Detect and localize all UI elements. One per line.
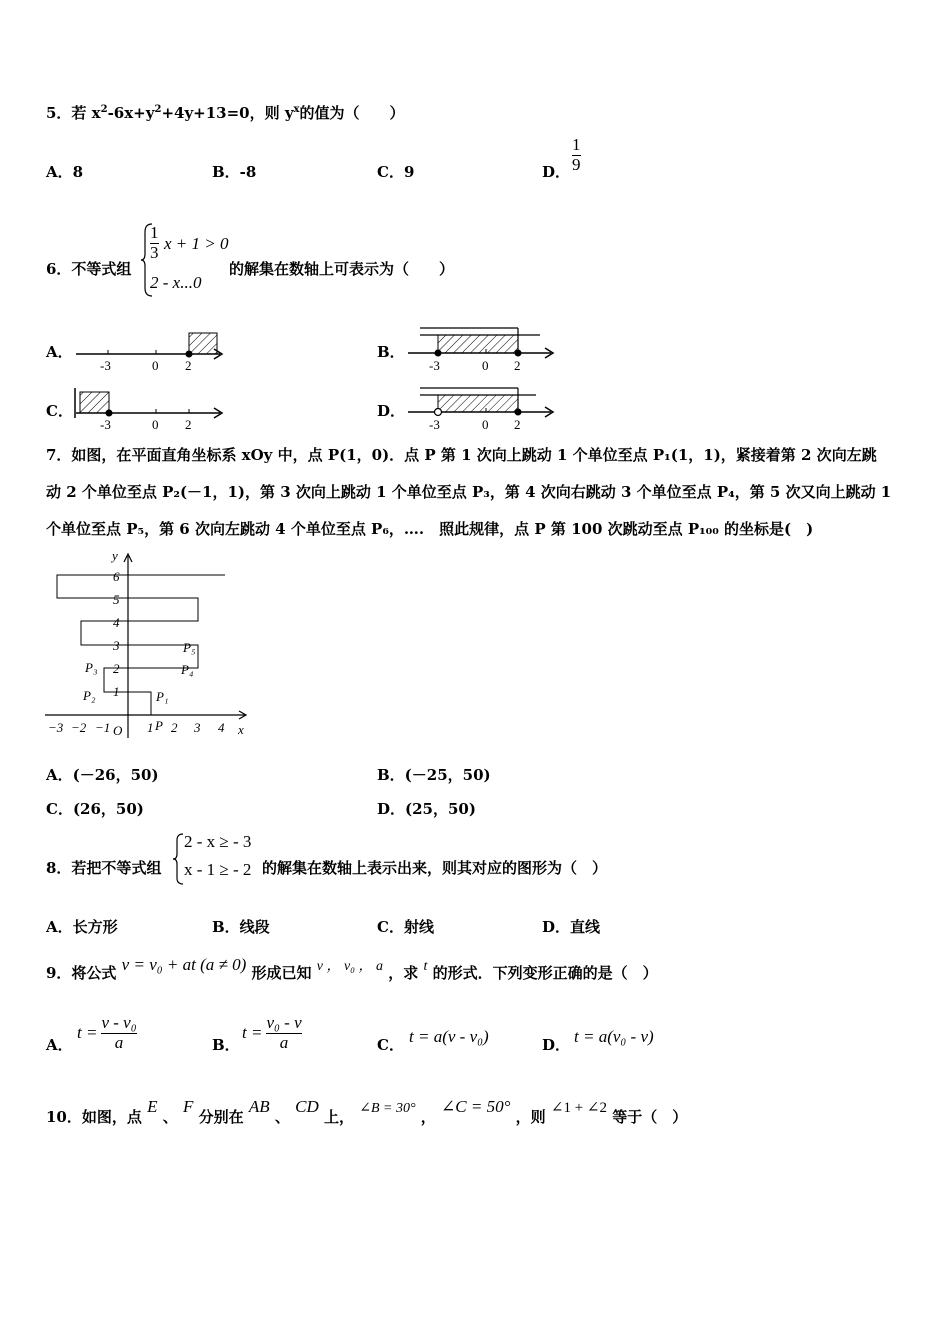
q7-ytick-6: 6 xyxy=(113,569,120,584)
q9-formula: v = v₀ + at (a ≠ 0) xyxy=(121,955,247,974)
q5-option-d-fraction: 1 9 xyxy=(572,135,581,174)
q7-xtick-4: 4 xyxy=(218,720,225,735)
q8-option-d[interactable]: D．直线 xyxy=(542,918,601,936)
q6-b-tick--3: -3 xyxy=(429,358,440,373)
q6-b-tick-2: 2 xyxy=(514,358,521,373)
q9-option-a-expr: t = $\frac{\text{v - v₀}}{a}$ xyxy=(77,1013,137,1052)
q7-label-P: P xyxy=(155,718,163,733)
q6-b-tick-0: 0 xyxy=(482,358,489,373)
q10-point-F: F xyxy=(182,1097,194,1116)
q8-option-a[interactable]: A．长方形 xyxy=(46,918,118,936)
q6-c-tick--3: -3 xyxy=(100,417,111,432)
q10-angle-sum: ∠1 + ∠2 xyxy=(550,1100,607,1116)
q8-sys-line2: x - 1 ≥ - 2 xyxy=(184,860,252,879)
q7-x-axis-label: x xyxy=(238,722,244,737)
q7-xtick--3: −3 xyxy=(48,720,64,735)
q10-line-AB: AB xyxy=(248,1097,270,1116)
q6-axis-d xyxy=(408,388,553,432)
q10-point-E: E xyxy=(147,1097,158,1116)
q7-label-P4: P₄ xyxy=(181,662,194,677)
q8-stem-prefix: 8．若把不等式组 xyxy=(46,859,162,877)
q5-stem: 5．若 $x^2-6x+y^2+4y+13=0$，则 $y^x$的值为（ ） xyxy=(46,104,405,122)
q9-option-a[interactable]: A． xyxy=(46,1036,73,1054)
q7-xtick-2: 2 xyxy=(171,720,178,735)
q6-sys-line1: x + 1 > 0 xyxy=(164,234,229,253)
q7-y-axis-label: y xyxy=(112,548,118,563)
q8-sys-line1: 2 - x ≥ - 3 xyxy=(184,832,252,851)
q8-option-c[interactable]: C．射线 xyxy=(377,918,434,936)
q9-option-d-expr: t = a(v₀ - v) xyxy=(574,1027,654,1046)
q7-ytick-2: 2 xyxy=(113,661,120,676)
q7-ytick-3: 3 xyxy=(113,638,120,653)
q6-a-tick-2: 2 xyxy=(185,358,192,373)
q6-a-tick-0: 0 xyxy=(152,358,159,373)
q7-label-P1: P₁ xyxy=(156,689,169,704)
q6-sys-line2: 2 - x...0 xyxy=(150,273,202,292)
q9-stem: 9．将公式 v = v₀ + at (a ≠ 0) 形成已知 v ， v₀ ， a ，求 t 的形式．下列变形正确的是（ ） xyxy=(46,955,658,982)
q7-label-P5: P₅ xyxy=(183,640,196,655)
q6-a-tick--3: -3 xyxy=(100,358,111,373)
q7-stem xyxy=(46,437,916,548)
q7-ytick-1: 1 xyxy=(113,684,120,699)
q7-stem-line3: 个单位至点 P₅，第 6 次向左跳动 4 个单位至点 P₆，…. 照此规律，点 P 第 100 次跳动至点 P₁₀₀ 的坐标是( ) xyxy=(46,520,814,538)
q6-stem-suffix: 的解集在数轴上可表示为（ ） xyxy=(229,260,455,278)
q5-option-d[interactable]: D． xyxy=(542,163,571,181)
q7-ytick-4: 4 xyxy=(113,615,120,630)
q7-origin-label: O xyxy=(113,723,123,738)
q6-option-c-label[interactable]: C． xyxy=(46,402,73,420)
q5-option-b[interactable]: B．-8 xyxy=(212,163,257,181)
q7-jump-graph xyxy=(40,548,260,743)
q5-option-a[interactable]: A．8 xyxy=(46,163,84,181)
q5-option-c[interactable]: C．9 xyxy=(377,163,415,181)
q6-axis-b xyxy=(408,328,553,373)
q7-option-a[interactable]: A．(－26，50) xyxy=(46,766,159,784)
q9-option-b-expr: t = $\frac{\text{v₀ - v}}{a}$ xyxy=(242,1013,302,1052)
q8-stem-suffix: 的解集在数轴上表示出来，则其对应的图形为（ ） xyxy=(262,859,608,877)
q7-option-b[interactable]: B．(－25，50) xyxy=(377,766,491,784)
q8-option-b[interactable]: B．线段 xyxy=(212,918,270,936)
q9-option-b[interactable]: B． xyxy=(212,1036,240,1054)
q6-d-tick-2: 2 xyxy=(514,417,521,432)
q9-option-d[interactable]: D． xyxy=(542,1036,571,1054)
q6-option-b-label[interactable]: B． xyxy=(377,343,405,361)
q7-ytick-5: 5 xyxy=(113,592,120,607)
q10-angle-B: ∠B = 30° xyxy=(359,1101,416,1116)
q7-stem-line2: 动 2 个单位至点 P₂(－1，1)，第 3 次向上跳动 1 个单位至点 P₃，第 4 次向右跳动 3 个单位至点 P₄，第 5 次又向上跳动 1 xyxy=(46,483,892,501)
q6-number-lines xyxy=(0,0,950,440)
q7-option-d[interactable]: D．(25，50) xyxy=(377,800,476,818)
q6-axis-c xyxy=(75,388,222,432)
q7-xtick--2: −2 xyxy=(71,720,87,735)
q10-stem: 10．如图，点 E 、 F 分别在 AB 、 CD 上， ∠B = 30° ， ∠C = 50° ，则 ∠1 + ∠2 等于（ ） xyxy=(46,1097,688,1126)
q7-label-P3: P₃ xyxy=(85,660,98,675)
q6-c-tick-0: 0 xyxy=(152,417,159,432)
q7-xtick-3: 3 xyxy=(194,720,201,735)
q6-d-tick--3: -3 xyxy=(429,417,440,432)
q6-sys-fraction: 1 3 xyxy=(150,223,159,262)
q6-axis-a xyxy=(76,333,222,373)
q6-option-d-label[interactable]: D． xyxy=(377,402,406,420)
q7-xtick-1: 1 xyxy=(147,720,154,735)
q7-xtick--1: −1 xyxy=(95,720,111,735)
q9-option-c-expr: t = a(v - v₀) xyxy=(409,1027,489,1046)
q7-label-P2: P₂ xyxy=(83,688,96,703)
q6-stem-prefix: 6．不等式组 xyxy=(46,260,132,278)
q9-option-c[interactable]: C． xyxy=(377,1036,404,1054)
q7-stem-line1: 7．如图，在平面直角坐标系 xOy 中，点 P(1，0)．点 P 第 1 次向上跳动 1 个单位至点 P₁(1，1)，紧接着第 2 次向左跳 xyxy=(46,446,877,464)
q10-angle-C: ∠C = 50° xyxy=(441,1097,511,1116)
q10-line-CD: CD xyxy=(295,1097,319,1116)
q9-known-vars: v ， v₀ ， a xyxy=(316,959,384,974)
q7-option-c[interactable]: C．(26，50) xyxy=(46,800,144,818)
q6-d-tick-0: 0 xyxy=(482,417,489,432)
q6-c-tick-2: 2 xyxy=(185,417,192,432)
q6-option-a-label[interactable]: A． xyxy=(46,343,73,361)
